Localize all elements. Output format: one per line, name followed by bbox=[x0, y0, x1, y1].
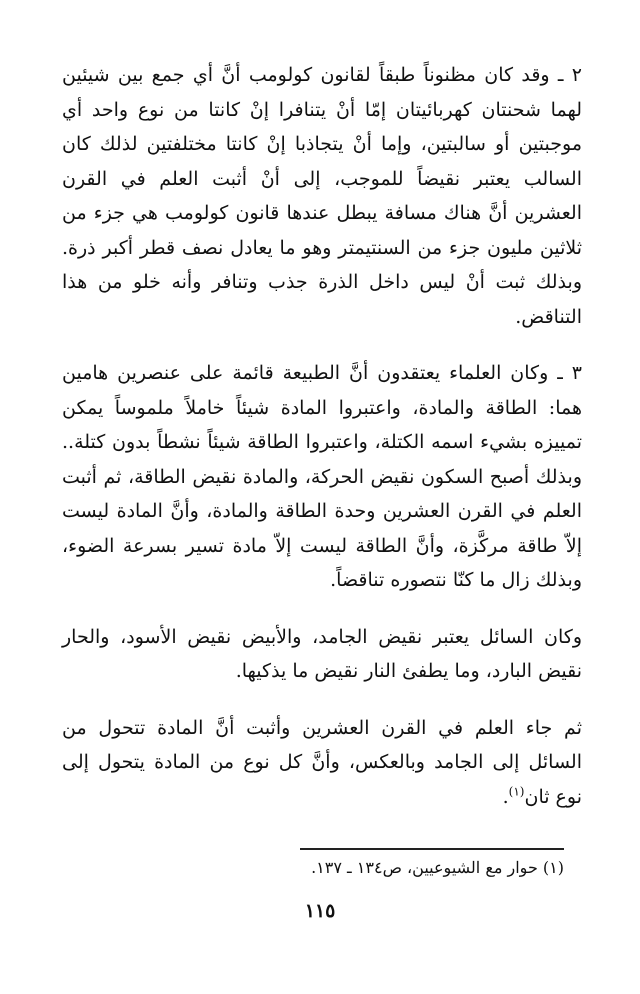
footnote: (١) حوار مع الشيوعيين، ص١٣٤ ـ ١٣٧. bbox=[311, 858, 564, 877]
paragraph-states-of-matter bbox=[62, 711, 582, 815]
paragraph-matter-energy: ٣ ـ وكان العلماء يعتقدون أنَّ الطبيعة قائمة على عنصرين هامين هما: الطاقة والمادة، واعتبروا المادة شيئاً خاملاً ملموساً يمكن تمييزه بشيء اسمه الكتلة، واعتبروا الطاقة شيئاً نشطاً بدون كتلة.. وبذلك أصبح السكون نقيض الحركة، والمادة نقيض الطاقة، ثم أثبت العلم في القرن العشرين وحدة الطاقة والمادة، وأنَّ المادة ليست إلاّ طاقة مركَّزة، وأنَّ الطاقة ليست إلاّ مادة تسير بسرعة الضوء، وبذلك زال ما كنّا نتصوره تناقضاً. bbox=[62, 362, 582, 591]
paragraph-text: ثم جاء العلم في القرن العشرين وأثبت أنَّ المادة تتحول من السائل إلى الجامد وبالعكس، وأنَّ كل نوع من المادة يتحول إلى نوع ثان bbox=[62, 716, 582, 808]
page-number: ١١٥ bbox=[304, 900, 336, 922]
paragraph-coulomb-law: ٢ ـ وقد كان مظنوناً طبقاً لقانون كولومب أنَّ أي جمع بين شيئين لهما شحنتان كهربائيتان إمّا أنْ يتنافرا إنْ كانتا من نوع واحد أي موجبتين أو سالبتين، وإما أنْ يتجاذبا إنْ كانتا مختلفتين لذلك كان السالب يعتبر نقيضاً للموجب، إلى أنْ أثبت العلم في القرن العشرين أنَّ هناك مسافة يبطل عندها قانون كولومب هي جزء من ثلاثين مليون جزء من السنتيمتر وهو ما يعادل نصف قطر أكبر ذرة. وبذلك ثبت أنْ ليس داخل الذرة جذب وتنافر وأنه خلو من هذا التناقض. bbox=[62, 64, 582, 328]
footnote-separator bbox=[300, 848, 564, 850]
body-text bbox=[62, 58, 582, 836]
paragraph-opposites: وكان السائل يعتبر نقيض الجامد، والأبيض نقيض الأسود، والحار نقيض البارد، وما يطفئ النار نقيض ما يذكيها. bbox=[62, 625, 582, 682]
footnote-marker: (١) bbox=[508, 784, 525, 799]
paragraph-end: . bbox=[502, 785, 509, 808]
